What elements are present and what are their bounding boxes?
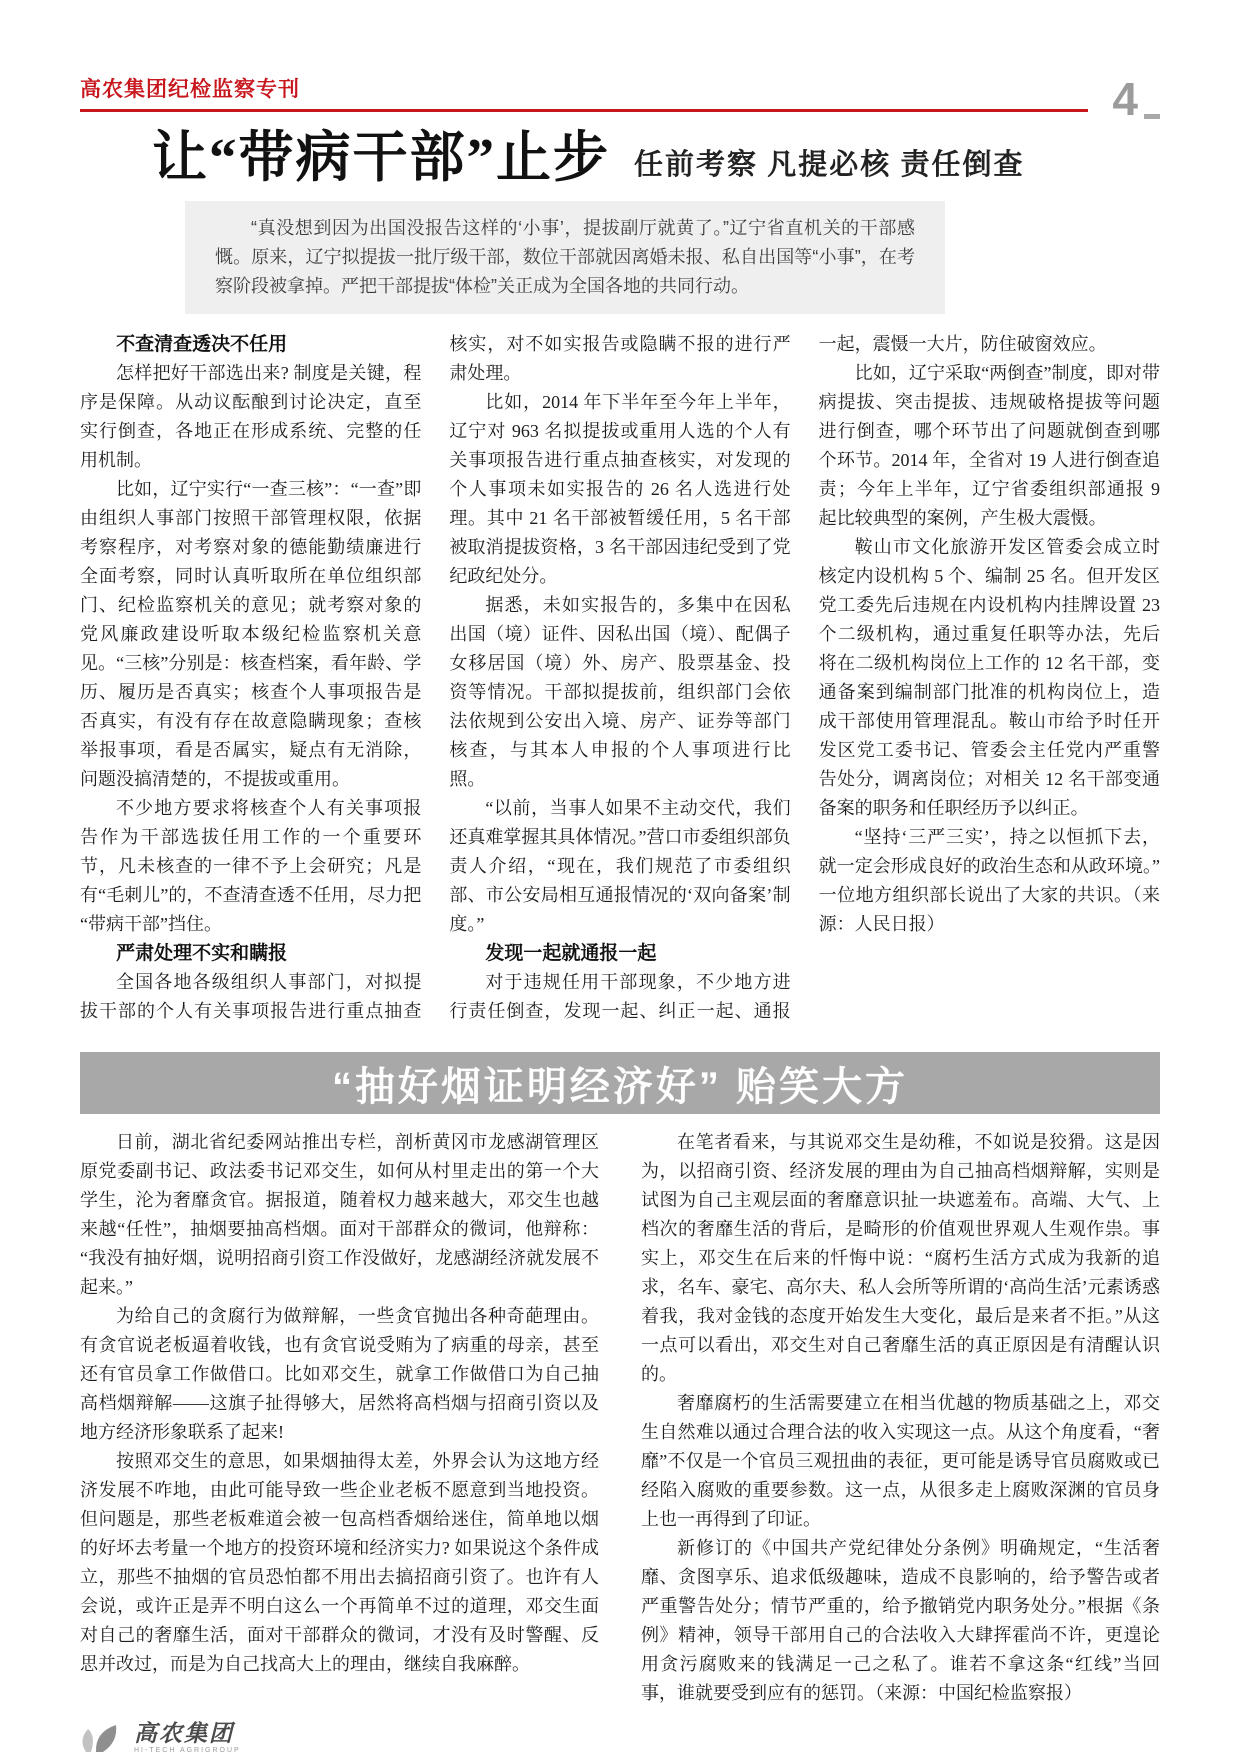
paragraph: 怎样把好干部选出来? 制度是关键，程序是保障。从动议酝酿到讨论决定，直至实行倒查，各地正在形成系统、完整的任用机制。 — [80, 363, 422, 471]
article2-banner — [80, 1052, 1160, 1114]
logo-company-name: 高农集团 — [134, 1720, 234, 1747]
paragraph: 对于违规任用干部现象，不少地方进行责任倒查，发现一起、纠正一起、通报一起，震慑一大片，防住破窗效应。 — [449, 334, 1107, 1022]
paragraph: 比如，辽宁实行“一查三核”：“一查”即由组织人事部门按照干部管理权限，依据考察程序，对考察对象的德能勤绩廉进行全面考察，同时认真听取所在单位组织部门、纪检监察机关的意见；就考察对象的党风廉政建设听取本级纪检监察机关意见。“三核”分别是：核查档案，看年龄、学历、履历是否真实；核查个人事项报告是否真实，有没有存在故意隐瞒现象；查核举报事项，看是否属实，疑点有无消除，问题没搞清楚的，不提拔或重用。 — [80, 479, 422, 790]
page-number: 4 — [1112, 73, 1138, 125]
publication-title: 高农集团纪检监察专刊 — [80, 78, 300, 101]
paragraph: 新修订的《中国共产党纪律处分条例》明确规定，“生活奢靡、贪图享乐、追求低级趣味，造成不良影响的，给予警告或者严重警告处分；情节严重的，给予撤销党内职务处分。”根据《条例》精神，领导干部用自己的合法收入大肆挥霍尚不许，更遑论用贪污腐败来的钱满足一己之私了。谁若不拿这条“红线”当回事，谁就要受到应有的惩罚。（来源：中国纪检监察报） — [641, 1538, 1160, 1704]
article2-headline: “抽好烟证明经济好” 贻笑大方 — [331, 1064, 909, 1109]
article1 — [80, 128, 1160, 1026]
section-heading: 不查清查透决不任用 — [116, 334, 288, 356]
paragraph: “以前，当事人如果不主动交代，我们还真难掌握其具体情况。”营口市委组织部负责人介绍，“现在，我们规范了市委组织部、市公安局相互通报情况的‘双向备案’制度。” — [449, 798, 791, 935]
paragraph: 鞍山市文化旅游开发区管委会成立时核定内设机构 5 个、编制 25 名。但开发区党工委先后违规在内设机构内挂牌设置 23 个二级机构，通过重复任职等办法，先后将在二级机构岗位上工作的 12 名干部，变通备案到编制部门批准的机构岗位上，造成干部使用管理混乱。鞍山市给予时任开发区党工委书记、管委会主任党内严重警告处分，调离岗位；对相关 12 名干部变通备案的职务和任职经历予以纠正。 — [818, 537, 1160, 819]
masthead — [80, 62, 1160, 125]
article1-intro-text: “真没想到因为出国没报告这样的‘小事’，提拔副厅就黄了。”辽宁省直机关的干部感慨。原来，辽宁拟提拔一批厅级干部，数位干部就因离婚未报、私自出国等“小事”，在考察阶段被拿掉。严把干部提拔“体检”关正成为全国各地的共同行动。 — [215, 218, 915, 297]
section-heading: 严肃处理不实和瞒报 — [116, 943, 288, 965]
article1-subheadline: 任前考察 凡提必核 责任倒查 — [634, 149, 1025, 182]
article1-body-columns — [80, 330, 1160, 1026]
article1-intro-box — [185, 201, 945, 314]
article1-headline-row — [152, 128, 1160, 187]
footer-logo — [76, 1718, 1160, 1754]
article1-headline: 让“带病干部”止步 — [152, 127, 611, 188]
page-number-tick — [1144, 114, 1160, 119]
paragraph: 奢靡腐朽的生活需要建立在相当优越的物质基础之上，邓交生自然难以通过合理合法的收入实现这一点。从这个角度看，“奢靡”不仅是一个官员三观扭曲的表征，更可能是诱导官员腐败或已经陷入腐败的重要参数。这一点，从很多走上腐败深渊的官员身上也一再得到了印证。 — [641, 1393, 1160, 1530]
paragraph: 比如，辽宁采取“两倒查”制度，即对带病提拔、突击提拔、违规破格提拔等问题进行倒查，哪个环节出了问题就倒查到哪个环节。2014 年，全省对 19 人进行倒查追责；今年上半年，辽宁省委组织部通报 9 起比较典型的案例，产生极大震慑。 — [818, 363, 1160, 529]
paragraph: 比如，2014 年下半年至今年上半年，辽宁对 963 名拟提拔或重用人选的个人有关事项报告进行重点抽查核实，对发现的个人事项未如实报告的 26 名人选进行处理。其中 21 名干部被暂缓任用，5 名干部被取消提拔资格，3 名干部因违纪受到了党纪政纪处分。 — [449, 392, 791, 587]
logo-company-tagline: HI-TECH AGRIGROUP — [134, 1747, 241, 1754]
article2 — [80, 1052, 1160, 1708]
paragraph: 在笔者看来，与其说邓交生是幼稚，不如说是狡猾。这是因为，以招商引资、经济发展的理由为自己抽高档烟辩解，实则是试图为自己主观层面的奢靡意识扯一块遮羞布。高端、大气、上档次的奢靡生活的背后，是畸形的价值观世界观人生观作祟。事实上，邓交生在后来的忏悔中说：“腐朽生活方式成为我新的追求，名车、豪宅、高尔夫、私人会所等所谓的‘高尚生活’元素诱惑着我，我对金钱的态度开始发生大变化，最后是来者不拒。”从这一点可以看出，邓交生对自己奢靡生活的真正原因是有清醒认识的。 — [641, 1132, 1160, 1385]
logo-text-block — [134, 1722, 241, 1754]
paragraph: “坚持‘三严三实’，持之以恒抓下去，就一定会形成良好的政治生态和从政环境。”一位地方组织部长说出了大家的共识。（来源：人民日报） — [818, 827, 1160, 935]
paragraph: 据悉，未如实报告的，多集中在因私出国（境）证件、因私出国（境）、配偶子女移居国（境）外、房产、股票基金、投资等情况。干部拟提拔前，组织部门会依法依规到公安出入境、房产、证券等部门核查，与其本人申报的个人事项进行比照。 — [449, 595, 791, 790]
paragraph: 按照邓交生的意思，如果烟抽得太差，外界会认为这地方经济发展不咋地，由此可能导致一些企业老板不愿意到当地投资。但问题是，那些老板难道会被一包高档香烟给迷住，简单地以烟的好坏去考量一个地方的投资环境和经济实力? 如果说这个条件成立，那些不抽烟的官员恐怕都不用出去搞招商引资了。也许有人会说，或许正是弄不明白这么一个再简单不过的道理，邓交生面对自己的奢靡生活，面对干部群众的微词，才没有及时警醒、反思并改过，而是为自己找高大上的理由，继续自我麻醉。 — [80, 1451, 599, 1675]
paragraph: 不少地方要求将核查个人有关事项报告作为干部选拔任用工作的一个重要环节，凡未核查的一律不予上会研究；凡是有“毛刺儿”的，不查清查透不任用，尽力把“带病干部”挡住。 — [80, 798, 422, 935]
masthead-rule — [80, 109, 1088, 112]
section-heading: 发现一起就通报一起 — [485, 943, 657, 965]
paragraph: 日前，湖北省纪委网站推出专栏，剖析黄冈市龙感湖管理区原党委副书记、政法委书记邓交生，如何从村里走出的第一个大学生，沦为奢靡贪官。据报道，随着权力越来越大，邓交生也越来越“任性”，抽烟要抽高档烟。面对干部群众的微词，他辩称：“我没有抽好烟，说明招商引资工作没做好，龙感湖经济就发展不起来。” — [80, 1132, 599, 1298]
paragraph: 全国各地各级组织人事部门，对拟提拔干部的个人有关事项报告进行重点抽查核实，对不如实报告或隐瞒不报的进行严肃处理。 — [80, 334, 791, 1022]
logo-leaf-icon — [76, 1722, 128, 1754]
article2-body-columns — [80, 1128, 1160, 1708]
paragraph: 为给自己的贪腐行为做辩解，一些贪官抛出各种奇葩理由。有贪官说老板逼着收钱，也有贪官说受贿为了病重的母亲，甚至还有官员拿工作做借口。比如邓交生，就拿工作做借口为自己抽高档烟辩解——这旗子扯得够大，居然将高档烟与招商引资以及地方经济形象联系了起来! — [80, 1306, 599, 1443]
